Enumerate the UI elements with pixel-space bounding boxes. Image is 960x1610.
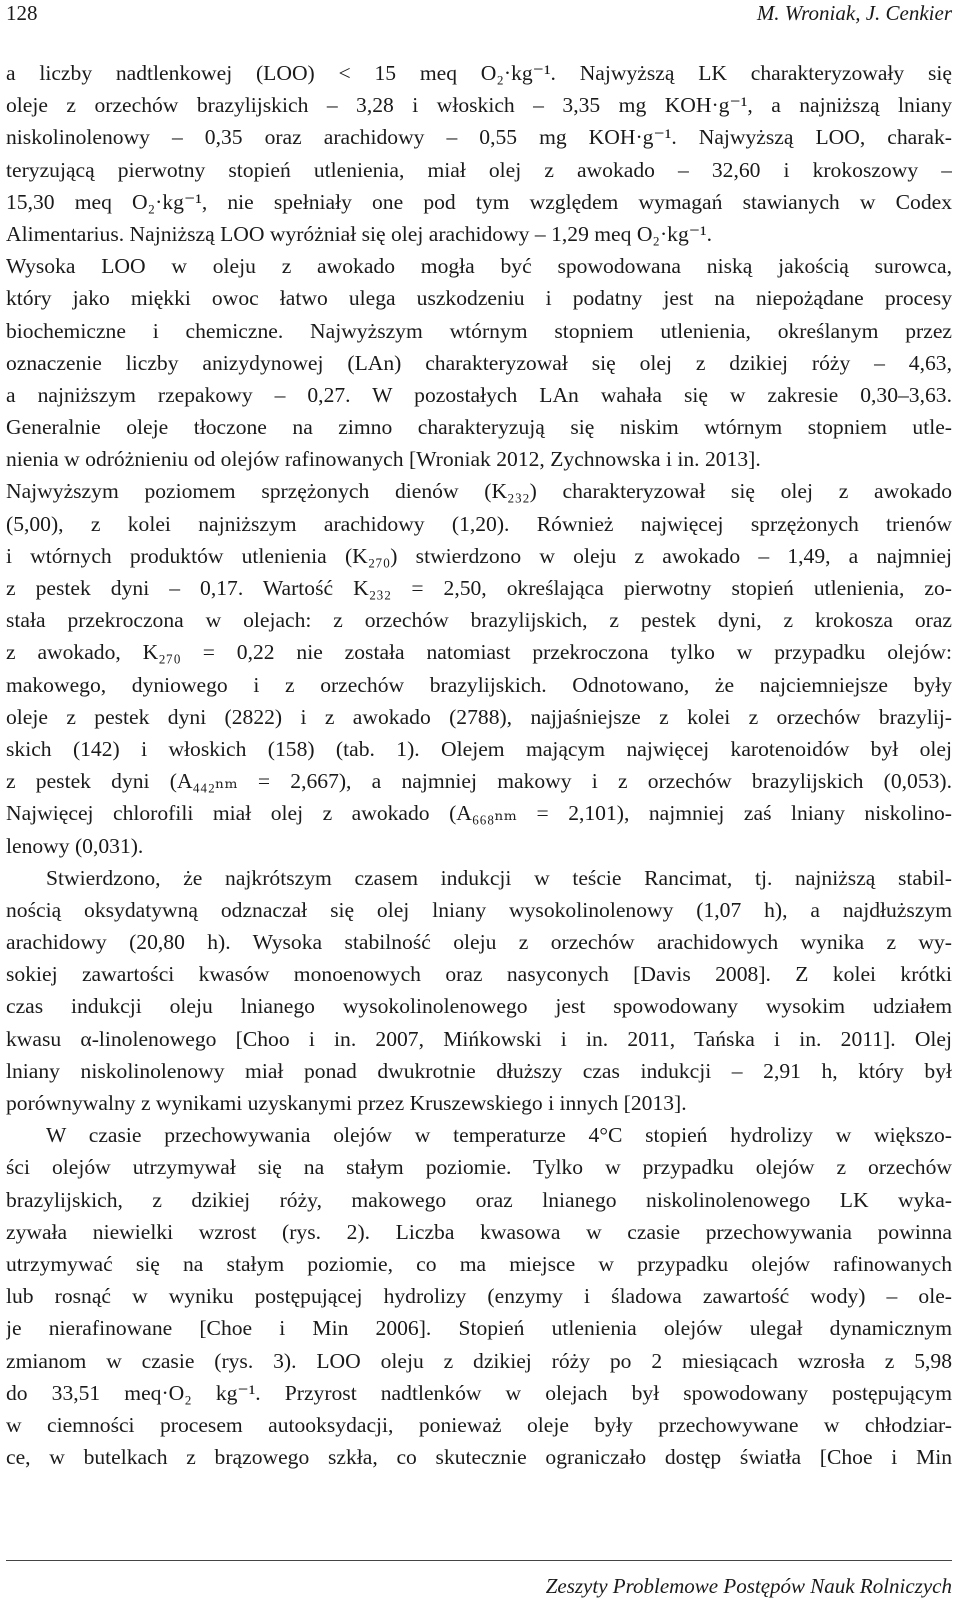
text-line: stała przekroczona w olejach: z orzechów brazylijskich, z pestek dyni, z krokosza oraz: [6, 608, 952, 633]
text-line: a najniższym rzepakowy – 0,27. W pozostałych LAn wahała się w zakresie 0,30–3,63.: [6, 382, 952, 407]
text-line: Wysoka LOO w oleju z awokado mogła być spowodowana niską jakością surowca,: [6, 254, 952, 279]
text-line: Stwierdzono, że najkrótszym czasem indukcji w teście Rancimat, tj. najniższą stabil-: [46, 865, 952, 890]
text-line: lub rosnąć w wyniku postępującej hydrolizy (enzymy i śladowa zawartość wody) – ole-: [6, 1284, 952, 1309]
text-line: skich (142) i włoskich (158) (tab. 1). Olejem mającym najwięcej karotenoidów był olej: [6, 736, 952, 761]
text-line: porównywalny z wynikami uzyskanymi przez Kruszewskiego i innych [2013].: [6, 1091, 687, 1115]
text-line: biochemiczne i chemiczne. Najwyższym wtórnym stopniem utlenienia, określanym przez: [6, 318, 952, 343]
text-line: arachidowy (20,80 h). Wysoka stabilność oleju z orzechów arachidowych wynika z wy-: [6, 930, 952, 955]
text-line: zmianom w czasie (rys. 3). LOO oleju z dzikiej róży po 2 miesiącach wzrosła z 5,98: [6, 1348, 952, 1373]
text-line: i wtórnych produktów utlenienia (K₂₇₀) stwierdzono w oleju z awokado – 1,49, a najmniej: [6, 543, 952, 568]
text-line: zywała niewielki wzrost (rys. 2). Liczba kwasowa w czasie przechowywania powinna: [6, 1219, 952, 1244]
text-line: niskolinolenowy – 0,35 oraz arachidowy – 0,55 mg KOH·g⁻¹. Najwyższą LOO, charak-: [6, 125, 952, 150]
text-line: oleje z orzechów brazylijskich – 3,28 i włoskich – 3,35 mg KOH·g⁻¹, a najniższą lniany: [6, 93, 952, 118]
text-line: z awokado, K₂₇₀ = 0,22 nie została natomiast przekroczona tylko w przypadku olejów:: [6, 640, 952, 665]
text-line: Najwięcej chlorofili miał olej z awokado (A₆₆₈ₙₘ = 2,101), najmniej zaś lniany niskolino-: [6, 801, 952, 826]
footer-rule: [6, 1560, 952, 1561]
text-line: Generalnie oleje tłoczone na zimno charakteryzują się niskim wtórnym stopniem utle-: [6, 415, 952, 440]
text-line: 15,30 meq O₂·kg⁻¹, nie spełniały one pod tym względem wymagań stawianych w Codex: [6, 189, 952, 214]
text-line: W czasie przechowywania olejów w temperaturze 4°C stopień hydrolizy w większo-: [46, 1123, 952, 1148]
text-line: ści olejów utrzymywał się na stałym poziomie. Tylko w przypadku olejów z orzechów: [6, 1155, 952, 1180]
text-line: (5,00), z kolei najniższym arachidowy (1,20). Również najwięcej sprzężonych trienów: [6, 511, 952, 536]
article-body-text: [6, 57, 952, 1473]
text-line: ce, w butelkach z brązowego szkła, co skutecznie ograniczało dostęp światła [Choe i Min: [6, 1445, 952, 1470]
text-line: oznaczenie liczby anizydynowej (LAn) charakteryzował się olej z dzikiej róży – 4,63,: [6, 350, 952, 375]
text-line: który jako miękki owoc łatwo ulega uszkodzeniu i podatny jest na niepożądane procesy: [6, 286, 952, 311]
text-line: nością oksydatywną odznaczał się olej lniany wysokolinolenowy (1,07 h), a najdłuższym: [6, 897, 952, 922]
text-line: do 33,51 meq·O₂ kg⁻¹. Przyrost nadtlenków w olejach był spowodowany postępującym: [6, 1380, 952, 1405]
text-line: a liczby nadtlenkowej (LOO) < 15 meq O₂·kg⁻¹. Najwyższą LK charakteryzowały się: [6, 61, 952, 85]
text-line: oleje z pestek dyni (2822) i z awokado (2788), najjaśniejsze z kolei z orzechów brazylij-: [6, 704, 952, 729]
text-line: w ciemności procesem autooksydacji, ponieważ oleje były przechowywane w chłodziar-: [6, 1412, 952, 1437]
text-line: lenowy (0,031).: [6, 833, 144, 858]
text-line: Alimentarius. Najniższą LOO wyróżniał się olej arachidowy – 1,29 meq O₂·kg⁻¹.: [6, 221, 713, 246]
text-line: utrzymywać się na stałym poziomie, co ma miejsce w przypadku olejów rafinowanych: [6, 1251, 952, 1276]
text-line: z pestek dyni (A₄₄₂ₙₘ = 2,667), a najmniej makowy i z orzechów brazylijskich (0,053).: [6, 769, 952, 794]
journal-title-footer: Zeszyty Problemowe Postępów Nauk Rolniczych: [545, 1574, 952, 1598]
text-line: kwasu α-linolenowego [Choo i in. 2007, Mińkowski i in. 2011, Tańska i in. 2011]. Olej: [6, 1026, 952, 1051]
text-line: je nierafinowane [Choe i Min 2006]. Stopień utlenienia olejów ulegał dynamicznym: [6, 1316, 952, 1341]
running-head-authors: M. Wroniak, J. Cenkier: [756, 1, 952, 25]
page-number: 128: [6, 1, 38, 25]
text-line: lniany niskolinolenowy miał ponad dwukrotnie dłuższy czas indukcji – 2,91 h, który był: [6, 1058, 952, 1083]
text-line: czas indukcji oleju lnianego wysokolinolenowego jest spowodowany wysokim udziałem: [6, 994, 952, 1019]
text-line: brazylijskich, z dzikiej róży, makowego oraz lnianego niskolinolenowego LK wyka-: [6, 1187, 952, 1212]
page-header: [6, 0, 952, 32]
text-line: Najwyższym poziomem sprzężonych dienów (K₂₃₂) charakteryzował się olej z awokado: [6, 479, 952, 504]
text-line: sokiej zawartości kwasów monoenowych oraz nasyconych [Davis 2008]. Z kolei krótki: [6, 962, 952, 987]
text-line: nienia w odróżnieniu od olejów rafinowanych [Wroniak 2012, Zychnowska i in. 2013].: [6, 447, 761, 472]
text-line: makowego, dyniowego i z orzechów brazylijskich. Odnotowano, że najciemniejsze były: [6, 672, 952, 697]
text-line: teryzującą pierwotny stopień utlenienia, miał olej z awokado – 32,60 i krokoszowy –: [6, 157, 952, 182]
text-line: z pestek dyni – 0,17. Wartość K₂₃₂ = 2,50, określająca pierwotny stopień utlenienia, zo-: [6, 576, 952, 600]
